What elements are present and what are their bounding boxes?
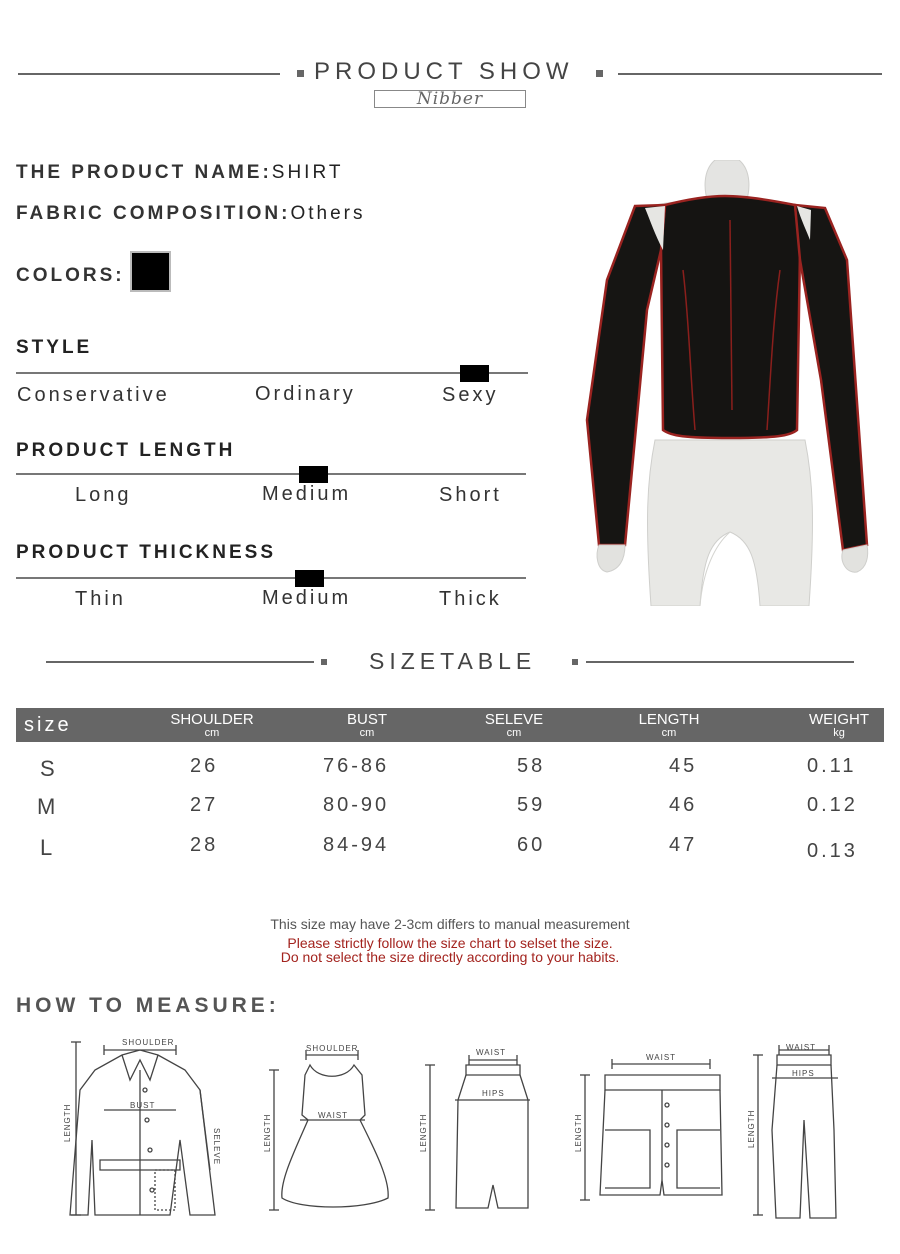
header-rule-left <box>18 73 280 75</box>
row-l-bust: 84-94 <box>323 834 390 856</box>
size-warning-2: Do not select the size directly according to your habits. <box>280 949 620 965</box>
col-length-label: LENGTH <box>638 711 700 728</box>
measure-label-waist-3: WAIST <box>646 1053 677 1062</box>
col-shoulder-unit: cm <box>204 727 220 739</box>
length-scale-marker <box>299 466 328 483</box>
page-title: PRODUCT SHOW <box>314 58 574 85</box>
row-m-size: M <box>37 794 59 819</box>
style-scale-line <box>16 372 528 374</box>
style-label-ordinary: Ordinary <box>255 383 356 405</box>
row-s-seleve: 58 <box>517 755 546 777</box>
skirt-measure-figure <box>425 1055 530 1210</box>
measure-label-waist-4: WAIST <box>786 1043 817 1052</box>
product-name-value: SHIRT <box>271 162 344 183</box>
measure-label-length-3: LENGTH <box>419 1113 428 1152</box>
thickness-title: PRODUCT THICKNESS <box>16 542 277 563</box>
col-length-unit: cm <box>661 727 677 739</box>
sizetable-rule-left <box>46 661 314 663</box>
brand-label: Nibber <box>374 90 526 108</box>
row-m-bust: 80-90 <box>323 794 390 816</box>
length-label-long: Long <box>75 484 132 506</box>
measure-label-waist-1: WAIST <box>318 1111 349 1120</box>
style-label-conservative: Conservative <box>17 384 170 406</box>
shirt-measure-figure <box>70 1042 215 1215</box>
style-label-sexy: Sexy <box>442 384 499 406</box>
measure-label-hips-1: HIPS <box>482 1089 505 1098</box>
row-l-weight: 0.13 <box>807 840 858 862</box>
length-title: PRODUCT LENGTH <box>16 440 236 461</box>
length-label-medium: Medium <box>262 483 352 505</box>
measure-label-shoulder-1: SHOULDER <box>122 1038 175 1047</box>
thickness-label-thin: Thin <box>75 588 126 610</box>
thickness-label-thick: Thick <box>439 588 502 610</box>
row-s-length: 45 <box>669 755 698 777</box>
style-scale-marker <box>460 365 489 382</box>
header-rule-right <box>618 73 882 75</box>
col-bust-label: BUST <box>346 711 387 728</box>
style-title: STYLE <box>16 337 93 358</box>
how-to-measure-title: HOW TO MEASURE: <box>16 994 280 1017</box>
sizetable-dot-right <box>572 659 578 665</box>
product-name-row <box>16 162 343 184</box>
row-m-weight: 0.12 <box>807 794 858 816</box>
row-l-length: 47 <box>669 834 698 856</box>
row-m-shoulder: 27 <box>190 794 219 816</box>
col-bust <box>317 712 417 739</box>
size-table-header <box>16 708 884 742</box>
row-m-length: 46 <box>669 794 698 816</box>
col-weight-unit: kg <box>833 727 845 739</box>
fabric-row <box>16 203 365 225</box>
thickness-label-medium: Medium <box>262 587 352 609</box>
sizetable-title: SIZETABLE <box>369 648 537 674</box>
shorts-measure-figure <box>580 1059 722 1200</box>
colors-row <box>16 265 125 287</box>
col-length <box>619 712 719 739</box>
col-seleve-label: SELEVE <box>484 711 544 728</box>
measure-label-shoulder-2: SHOULDER <box>306 1044 359 1053</box>
length-scale-line <box>16 473 526 475</box>
row-s-bust: 76-86 <box>323 755 390 777</box>
col-seleve-unit: cm <box>506 727 522 739</box>
product-photo <box>585 160 875 606</box>
dress-measure-figure <box>269 1050 388 1210</box>
row-l-size: L <box>40 835 56 860</box>
measure-label-length-1: LENGTH <box>63 1103 72 1142</box>
col-seleve <box>464 712 564 739</box>
measure-label-bust: BUST <box>130 1101 156 1110</box>
measure-label-length-2: LENGTH <box>263 1113 272 1152</box>
header-dot-right <box>596 70 603 77</box>
row-s-weight: 0.11 <box>807 755 857 777</box>
sizetable-dot-left <box>321 659 327 665</box>
product-name-key: THE PRODUCT NAME: <box>16 162 272 183</box>
color-swatch-black[interactable] <box>130 251 171 292</box>
row-l-seleve: 60 <box>517 834 546 856</box>
mannequin-shirt-image <box>585 160 875 606</box>
size-note: This size may have 2-3cm differs to manual measurement <box>270 916 630 932</box>
measure-label-length-4: LENGTH <box>574 1113 583 1152</box>
measure-label-length-5: LENGTH <box>747 1109 756 1148</box>
row-m-seleve: 59 <box>517 794 546 816</box>
size-column-header: size <box>24 714 72 736</box>
measure-diagrams <box>0 1030 900 1230</box>
sizetable-rule-right <box>586 661 854 663</box>
row-l-shoulder: 28 <box>190 834 219 856</box>
measure-label-waist-2: WAIST <box>476 1048 507 1057</box>
thickness-scale-marker <box>295 570 324 587</box>
row-s-shoulder: 26 <box>190 755 219 777</box>
size-warning-1: Please strictly follow the size chart to selset the size. <box>287 935 613 951</box>
thickness-scale-line <box>16 577 526 579</box>
fabric-key: FABRIC COMPOSITION: <box>16 203 291 224</box>
col-weight <box>789 712 889 739</box>
fabric-value: Others <box>290 203 366 224</box>
col-bust-unit: cm <box>359 727 375 739</box>
measure-label-seleve: SELEVE <box>212 1128 221 1166</box>
length-label-short: Short <box>439 484 502 506</box>
col-weight-label: WEIGHT <box>809 711 869 728</box>
col-shoulder-label: SHOULDER <box>170 711 254 728</box>
row-s-size: S <box>40 756 58 781</box>
col-shoulder <box>162 712 262 739</box>
measure-label-hips-2: HIPS <box>792 1069 815 1078</box>
colors-key: COLORS: <box>16 265 125 286</box>
header-dot-left <box>297 70 304 77</box>
